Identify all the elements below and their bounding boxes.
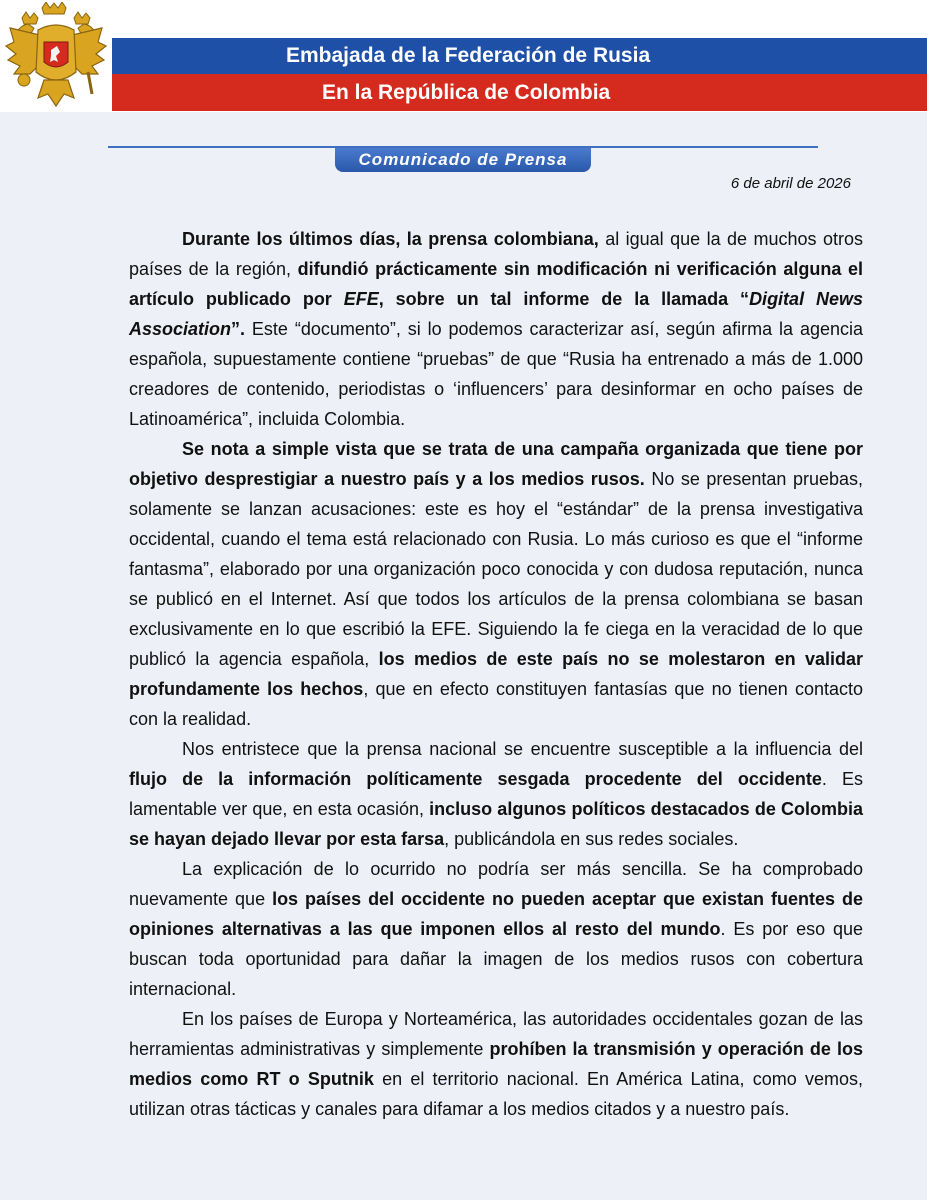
header <box>0 0 927 112</box>
document-body <box>129 224 863 1124</box>
text-run: La explicación de lo ocurrido no podría ser más sencilla. Se ha comprobado nuevamente que <box>129 859 863 909</box>
text-run: Digital News Association <box>129 289 863 339</box>
text-run: EFE <box>343 289 379 309</box>
embassy-title: Embajada de la Federación de Rusia <box>112 38 927 74</box>
text-run: incluso algunos políticos destacados de Colombia se hayan dejado llevar por esta farsa <box>129 799 863 849</box>
document-date: 6 de abril de 2026 <box>730 175 851 192</box>
text-run: Este “documento”, si lo podemos caracterizar así, según afirma la agencia española, supuestamente contiene “pruebas” de que “Rusia ha entrenado a más de 1.000 creadores de contenido, periodistas o ‘influencers’ para desinformar en ocho países de Latinoamérica”, incluida Colombia. <box>129 319 863 429</box>
text-run: al igual que la de muchos otros países de la región, <box>129 229 863 279</box>
text-run: , publicándola en sus redes sociales. <box>444 829 739 849</box>
text-run: , que en efecto constituyen fantasías que no tienen contacto con la realidad. <box>129 679 863 729</box>
paragraph <box>129 224 863 434</box>
text-run: ”. <box>231 319 246 339</box>
text-run: Nos entristece que la prensa nacional se encuentre susceptible a la influencia del <box>182 739 863 759</box>
text-run: en el territorio nacional. En América Latina, como vemos, utilizan otras tácticas y canales para difamar a los medios citados y a nuestro país. <box>129 1069 864 1119</box>
text-run: los países del occidente no pueden aceptar que existan fuentes de opiniones alternativas a las que imponen ellos al resto del mundo <box>129 889 863 939</box>
text-run: difundió prácticamente sin modificación ni verificación alguna el artículo publicado por <box>129 259 863 309</box>
press-release-banner: Comunicado de Prensa <box>335 148 591 172</box>
text-run: , sobre un tal informe de la llamada “ <box>378 289 750 309</box>
paragraph <box>129 734 863 854</box>
text-run: . Es lamentable ver que, en esta ocasión, <box>129 769 863 819</box>
text-run: los medios de este país no se molestaron en validar profundamente los hechos <box>129 649 863 699</box>
paragraph <box>129 434 863 734</box>
double-headed-eagle-icon <box>4 2 108 110</box>
text-run: Se nota a simple vista que se trata de una campaña organizada que tiene por objetivo desprestigiar a nuestro país y a los medios rusos. <box>129 439 863 489</box>
text-run: . Es por eso que buscan toda oportunidad para dañar la imagen de los medios rusos con cobertura internacional. <box>129 919 863 999</box>
text-run: En los países de Europa y Norteamérica, las autoridades occidentales gozan de las herramientas administrativas y simplemente <box>129 1009 863 1059</box>
text-run: Durante los últimos días, la prensa colombiana, <box>182 229 599 249</box>
text-run: No se presentan pruebas, solamente se lanzan acusaciones: este es hoy el “estándar” de la prensa investigativa occidental, cuando el tema está relacionado con Rusia. Lo más curioso es que el “informe fantasma”, elaborado por una organización poco conocida y con dudosa reputación, nunca se publicó en el Internet. Así que todos los artículos de la prensa colombiana se basan exclusivamente en lo que escribió la EFE. Siguiendo la fe ciega en la veracidad de lo que publicó la agencia española, <box>129 469 863 669</box>
embassy-subtitle: En la República de Colombia <box>112 74 927 111</box>
text-run: flujo de la información políticamente sesgada procedente del occidente <box>129 769 822 789</box>
paragraph <box>129 854 863 1004</box>
text-run: prohíben la transmisión y operación de los medios como RT o Sputnik <box>129 1039 863 1089</box>
paragraph <box>129 1004 863 1124</box>
